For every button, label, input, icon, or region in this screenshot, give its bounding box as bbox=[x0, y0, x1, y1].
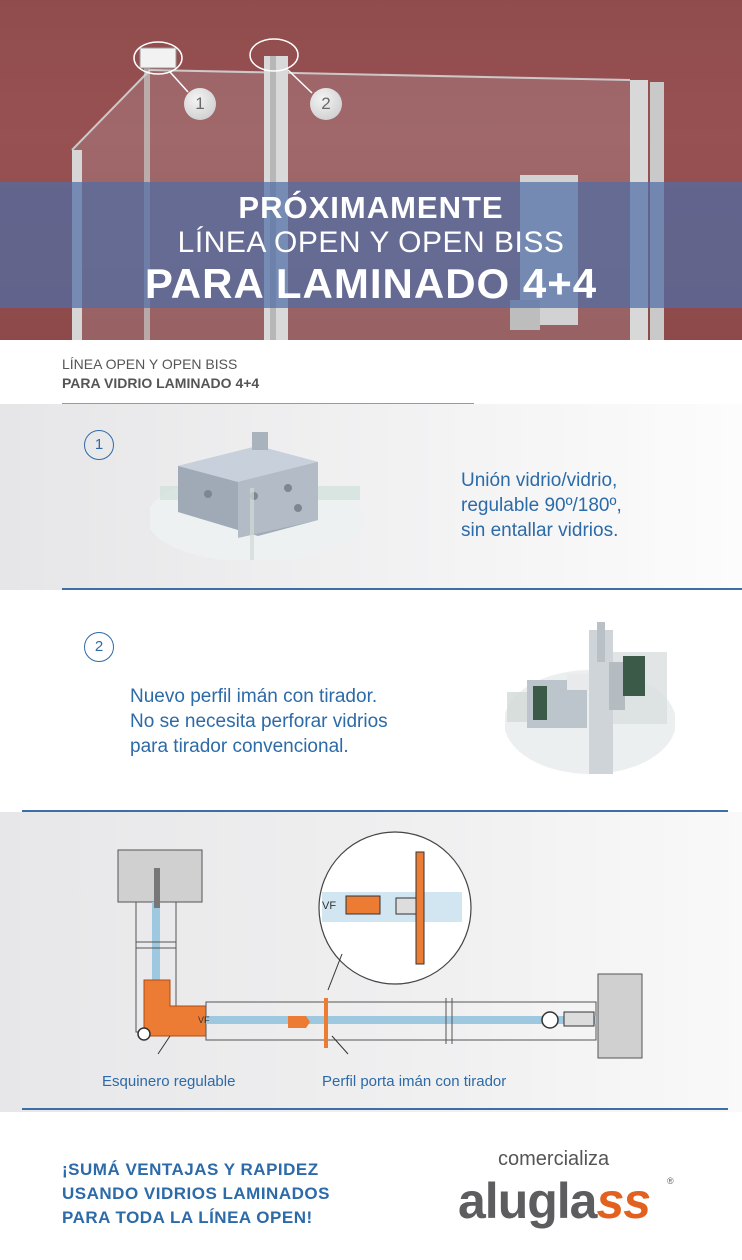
subheading-line-2: PARA VIDRIO LAMINADO 4+4 bbox=[62, 375, 260, 391]
hero-title-line-3: PARA LAMINADO 4+4 bbox=[144, 260, 598, 307]
subheading-line-1: LÍNEA OPEN Y OPEN BISS bbox=[62, 356, 238, 372]
feature-1-line-1: Unión vidrio/vidrio, bbox=[461, 470, 618, 491]
registered-mark: ® bbox=[667, 1176, 674, 1186]
main-vf-label: VF bbox=[198, 1015, 210, 1025]
feature-1-number-badge: 1 bbox=[84, 430, 114, 460]
comercializa-label: comercializa bbox=[498, 1148, 610, 1170]
corner-connector-image bbox=[150, 428, 370, 560]
diagram-divider bbox=[22, 1108, 728, 1110]
hero-title-band bbox=[0, 182, 742, 308]
technical-diagram bbox=[110, 830, 650, 1064]
detail-vf-label: VF bbox=[322, 900, 337, 912]
feature-2-description bbox=[130, 684, 388, 759]
feature-1-line-2: regulable 90º/180º, bbox=[461, 495, 622, 516]
magnet-profile-image bbox=[505, 622, 675, 774]
brand-accent: ss bbox=[596, 1173, 651, 1229]
footer-line-3: PARA TODA LA LÍNEA OPEN! bbox=[62, 1208, 313, 1227]
hero-banner bbox=[0, 0, 742, 340]
footer-line-2: USANDO VIDRIOS LAMINADOS bbox=[62, 1184, 330, 1203]
brand-name: alugla bbox=[458, 1173, 597, 1229]
hero-title-line-1: PRÓXIMAMENTE bbox=[238, 190, 504, 225]
callout-1-badge: 1 bbox=[184, 88, 216, 120]
feature-1-description bbox=[461, 468, 622, 543]
footer-slogan bbox=[62, 1158, 330, 1230]
profile-label: Perfil porta imán con tirador bbox=[322, 1073, 507, 1090]
corner-label: Esquinero regulable bbox=[102, 1073, 236, 1090]
feature-2-number-badge: 2 bbox=[84, 632, 114, 662]
callout-2-badge: 2 bbox=[310, 88, 342, 120]
feature-1-line-3: sin entallar vidrios. bbox=[461, 520, 619, 541]
feature-1-section bbox=[0, 404, 742, 590]
brand-logo bbox=[458, 1172, 650, 1230]
feature-2-line-3: para tirador convencional. bbox=[130, 736, 349, 757]
footer-line-1: ¡SUMÁ VENTAJAS Y RAPIDEZ bbox=[62, 1160, 319, 1179]
feature-2-line-2: No se necesita perforar vidrios bbox=[130, 711, 388, 732]
feature-2-line-1: Nuevo perfil imán con tirador. bbox=[130, 686, 378, 707]
feature-1-divider bbox=[62, 588, 742, 590]
hero-title-line-2: LÍNEA OPEN Y OPEN BISS bbox=[177, 226, 565, 259]
